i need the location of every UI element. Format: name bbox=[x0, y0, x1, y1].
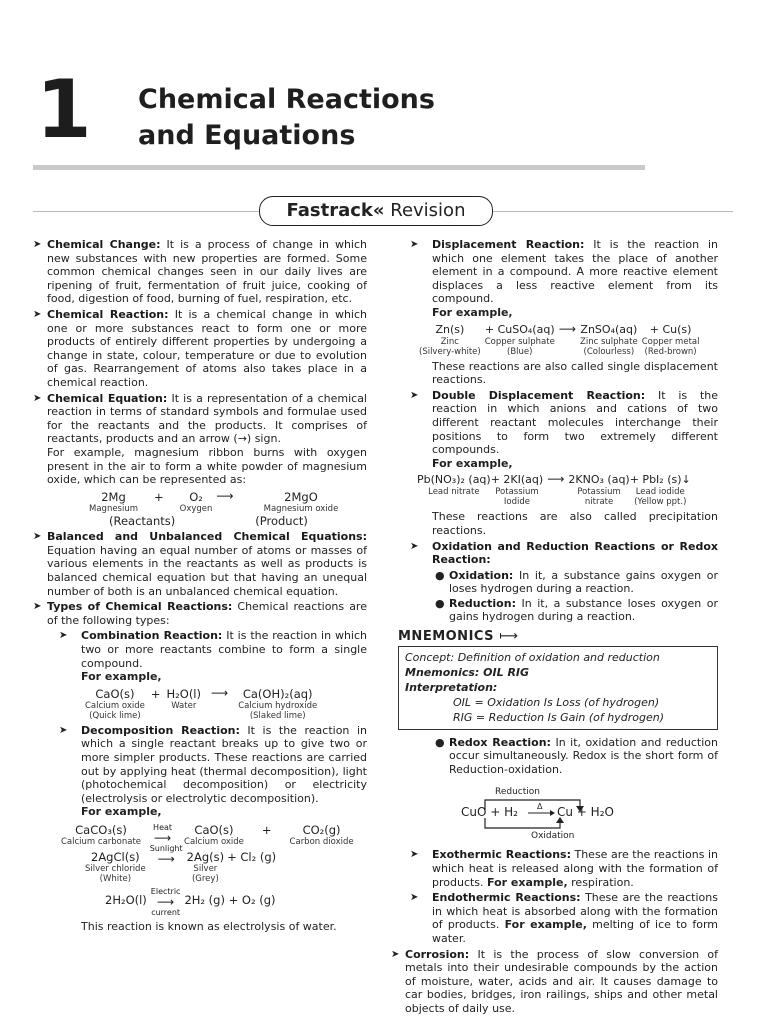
eq-label: Zinc (Silvery-white) bbox=[419, 336, 481, 357]
arrow-bullet-icon: ➤ bbox=[410, 540, 419, 552]
eq-label: Copper metal (Red-brown) bbox=[641, 336, 700, 357]
eq-label: Potassium Iodide bbox=[495, 487, 539, 508]
reduction-label: Reduction bbox=[495, 787, 540, 798]
eq-term: Pb(NO₃)₂ (aq) bbox=[417, 473, 491, 487]
redox-products: Cu + H₂O bbox=[557, 805, 614, 820]
left-column bbox=[33, 238, 367, 934]
eq-term: 2KNO₃ (aq) bbox=[568, 473, 630, 487]
eq-term: CaCO₃(s) bbox=[75, 822, 127, 837]
chapter-number: 1 bbox=[36, 63, 92, 156]
eq-label: Potassium nitrate bbox=[577, 487, 621, 508]
reaction-arrow-icon: Electric ⟶ current bbox=[150, 886, 181, 917]
item-text: It is the reaction in which two or more reactants combine to form a single compound. bbox=[81, 629, 368, 670]
reaction-arrow-icon: ⟶ bbox=[211, 685, 229, 700]
chemical-equation-item bbox=[33, 392, 367, 529]
chapter-title-line2: and Equations bbox=[138, 120, 356, 151]
item-text: It is the reaction in which anions and cations of two different reactant molecules interchange their positions to form two extremely different compounds. bbox=[432, 388, 719, 457]
eq-plus: + bbox=[154, 489, 164, 504]
eq-label: Magnesium bbox=[89, 503, 139, 514]
item-heading: Balanced and Unbalanced Chemical Equations: bbox=[47, 530, 367, 544]
item-text: It is a process of change in which new substances with new properties are formed. Some common chemical changes seen in our daily lives are ripening of fruit, fermentation of fruit juice, cooking of food, digestion of food, burning of fuel, respiration, etc. bbox=[47, 238, 368, 306]
eq-label: Silver chloride (White) bbox=[85, 863, 146, 884]
eq-term: 2Ag(s) bbox=[186, 849, 225, 864]
for-example: For example, bbox=[487, 875, 568, 889]
zn-equation bbox=[419, 323, 718, 357]
eq-term: ZnSO₄(aq) bbox=[580, 322, 638, 336]
eq-term: + Cl₂ (g) bbox=[227, 849, 277, 864]
item-heading: Chemical Equation: bbox=[47, 391, 168, 405]
item-text: These are the reactions in which heat is released along with the formation of products. bbox=[432, 848, 718, 889]
mg-eq-roles bbox=[109, 515, 367, 529]
eq-term: 2Mg bbox=[101, 489, 126, 504]
mnemonics-heading bbox=[398, 630, 718, 644]
mg-equation bbox=[89, 490, 367, 514]
item-text: It is the reaction in which one element takes the place of another element in a compound. A more reactive element displaces a less reactive element from its compound. bbox=[432, 238, 718, 306]
eq-label: Water bbox=[171, 700, 197, 711]
product-label: (Product) bbox=[255, 513, 308, 528]
item-heading: Double Displacement Reaction: bbox=[432, 388, 646, 402]
item-text: In it, oxidation and reduction occur simultaneously. Redox is the short form of Reduction-oxidation. bbox=[449, 735, 718, 776]
arrow-bullet-icon: ➤ bbox=[33, 531, 42, 543]
double-displacement-item bbox=[405, 389, 718, 471]
chemical-reaction-item bbox=[33, 308, 367, 390]
fastrack-revision-banner bbox=[259, 196, 493, 226]
for-example: For example, bbox=[81, 670, 162, 684]
mnemonic-name: Mnemonics: OIL RIG bbox=[405, 665, 530, 679]
item-heading: Oxidation and Reduction Reactions or Redox Reaction: bbox=[432, 539, 718, 567]
eq-label: Calcium hydroxide (Slaked lime) bbox=[238, 700, 318, 721]
item-heading: Reduction: bbox=[449, 596, 516, 610]
for-example: For example, bbox=[432, 456, 513, 470]
redox-reactants: CuO + H₂ bbox=[461, 805, 518, 820]
item-text: It is the reaction in which a single reactant breaks up to give two or more simpler products. These reactions are carried out by applying heat (thermal decomposition), light (photochemical decomposition) or electricity (electrolysis or electrolytic decomposition). bbox=[81, 723, 367, 805]
eq-term: O₂ bbox=[189, 489, 203, 504]
item-heading: Endothermic Reactions: bbox=[432, 891, 581, 905]
eq-label: Lead iodide (Yellow ppt.) bbox=[634, 487, 687, 508]
pb-equation bbox=[417, 473, 718, 507]
corrosion-item bbox=[391, 948, 718, 1016]
arrow-bullet-icon: ➤ bbox=[33, 601, 42, 613]
arrow-bullet-icon: ➤ bbox=[410, 389, 419, 401]
reaction-arrow-icon: Sunlight ⟶ bbox=[149, 843, 183, 866]
eq-plus: + bbox=[261, 822, 272, 837]
h2o-equation bbox=[105, 887, 367, 917]
arrow-bullet-icon: ➤ bbox=[59, 724, 68, 736]
mnemonics-box bbox=[398, 646, 718, 730]
reaction-arrow-icon: ⟶ bbox=[547, 472, 565, 487]
eq-term: 2MgO bbox=[284, 489, 318, 504]
arrow-condition: current bbox=[151, 907, 181, 917]
item-text: In it, a substance gains oxygen or loses hydrogen during a reaction. bbox=[449, 568, 718, 596]
eq-term: Ca(OH)₂(aq) bbox=[242, 686, 313, 701]
item-text: Equation having an equal number of atoms or masses of various elements in the reactants as well as products is balanced chemical equation but that having an unequal number of both is an unbalanced chemical equation. bbox=[47, 543, 367, 598]
for-example: For example, bbox=[81, 805, 162, 819]
reaction-arrow-icon: Heat ⟶ bbox=[153, 822, 173, 845]
item-heading: Corrosion: bbox=[405, 947, 470, 961]
arrow-condition: Electric bbox=[150, 886, 181, 896]
eq-label: Zinc sulphate (Colourless) bbox=[580, 336, 638, 357]
eq-term: + CuSO₄(aq) bbox=[484, 322, 555, 336]
arrow-bullet-icon: ➤ bbox=[33, 239, 42, 250]
arrow-bullet-icon: ➤ bbox=[59, 630, 68, 642]
eq-term: Zn(s) bbox=[435, 322, 465, 336]
eq-term: 2H₂O(l) bbox=[105, 892, 147, 907]
eq-term: CaO(s) bbox=[194, 822, 234, 837]
dot-bullet-icon: ● bbox=[435, 735, 445, 749]
mnemonic-interpretation: Interpretation: bbox=[405, 680, 498, 694]
mnemonics-title: MNEMONICS bbox=[398, 629, 495, 645]
item-text: It is a chemical change in which one or more substances react to form one or more products of entirely different properties by undergoing a change in state, colour, temperature or due to evolution of gas. Rearrangement of atoms also takes place in a chemical reaction. bbox=[47, 307, 367, 389]
eq-term: + Cu(s) bbox=[649, 322, 692, 336]
eq-term: 2AgCl(s) bbox=[91, 849, 140, 864]
example-text: respiration. bbox=[567, 875, 634, 889]
item-heading: Oxidation: bbox=[449, 568, 514, 582]
endothermic-item bbox=[405, 891, 718, 945]
balanced-item bbox=[33, 530, 367, 598]
eq-label: Silver (Grey) bbox=[191, 863, 219, 884]
for-example: For example, bbox=[432, 305, 513, 319]
redox-heading-item bbox=[405, 540, 718, 567]
item-heading: Exothermic Reactions: bbox=[432, 848, 571, 862]
arrow-condition: Heat bbox=[153, 822, 173, 832]
arrow-bullet-icon: ➤ bbox=[410, 239, 419, 250]
item-text: It is the process of slow conversion of metals into their undesirable compounds by the action of moisture, water, acids and air. It causes damage to car bodies, bridges, iron railings, ships and other metal objects of daily use. bbox=[405, 947, 718, 1015]
exothermic-item bbox=[405, 848, 718, 889]
eq-label: Copper sulphate (Blue) bbox=[484, 336, 555, 357]
eq-term: CaO(s) bbox=[95, 686, 135, 701]
combination-item bbox=[33, 629, 367, 720]
chapter-title-line1: Chemical Reactions bbox=[138, 84, 435, 115]
item-text: It is a representation of a chemical reaction in terms of standard symbols and formulae used for the reactants and the products. It comprises of reactants, products and an arrow (→) sign. bbox=[47, 391, 367, 446]
reaction-arrow-icon: ⟶ bbox=[558, 321, 577, 336]
agcl-equation bbox=[85, 843, 367, 884]
arrow-bullet-icon: ➤ bbox=[33, 308, 42, 320]
eq-label: Magnesium oxide bbox=[263, 503, 339, 514]
eq-label: Calcium oxide bbox=[184, 836, 244, 847]
mnemonics-arrow-icon: ⟼ bbox=[499, 629, 519, 645]
cao-equation bbox=[85, 687, 367, 721]
eq-term: 2H₂ (g) + O₂ (g) bbox=[184, 892, 276, 907]
example-text: melting of ice to form water. bbox=[432, 918, 718, 945]
precipitation-note: These reactions are also called precipitation reactions. bbox=[432, 510, 718, 537]
mnemonic-concept: Concept: Definition of oxidation and reduction bbox=[405, 650, 660, 664]
reactants-label: (Reactants) bbox=[109, 513, 176, 528]
dot-bullet-icon: ● bbox=[435, 596, 445, 610]
eq-term: H₂O(l) bbox=[166, 686, 201, 701]
banner-mark: « bbox=[372, 200, 385, 221]
eq-label: Carbon dioxide bbox=[289, 836, 354, 847]
arrow-bullet-icon: ➤ bbox=[410, 892, 419, 904]
mnemonic-rig: RIG = Reduction Is Gain (of hydrogen) bbox=[453, 710, 664, 724]
title-divider bbox=[33, 165, 645, 170]
arrow-bullet-icon: ➤ bbox=[410, 849, 419, 861]
item-heading: Chemical Change: bbox=[47, 238, 161, 251]
oxidation-item bbox=[405, 569, 718, 596]
types-item bbox=[33, 600, 367, 627]
arrow-bullet-icon: ➤ bbox=[391, 948, 400, 960]
right-column bbox=[391, 238, 719, 1018]
eq-label: Calcium carbonate bbox=[61, 836, 142, 847]
item-text: In it, a substance loses oxygen or gains hydrogen during a reaction. bbox=[449, 596, 718, 624]
electrolysis-note: This reaction is known as electrolysis of water. bbox=[81, 919, 337, 933]
decomposition-item bbox=[33, 724, 367, 819]
eq-term: + 2KI(aq) bbox=[490, 473, 544, 487]
displacement-item bbox=[405, 238, 718, 320]
reaction-arrow-icon: ⟶ bbox=[216, 488, 234, 503]
for-example: For example, bbox=[504, 918, 587, 932]
eq-label: Lead nitrate bbox=[428, 487, 480, 498]
eq-label: Calcium oxide (Quick lime) bbox=[85, 700, 145, 721]
eq-term: + PbI₂ (s)↓ bbox=[629, 473, 691, 487]
item-text: These are the reactions in which heat is absorbed along with the formation of products. bbox=[432, 891, 718, 932]
banner-bold: Fastrack bbox=[286, 200, 373, 221]
eq-term: CO₂(g) bbox=[302, 822, 341, 837]
arrow-bullet-icon: ➤ bbox=[33, 392, 42, 404]
item-heading: Redox Reaction: bbox=[449, 735, 551, 749]
item-heading: Combination Reaction: bbox=[81, 629, 223, 643]
redox-diagram bbox=[405, 780, 718, 840]
item-heading: Displacement Reaction: bbox=[432, 238, 585, 251]
oxidation-label: Oxidation bbox=[531, 831, 575, 842]
dot-bullet-icon: ● bbox=[435, 568, 445, 582]
mnemonic-oil: OIL = Oxidation Is Loss (of hydrogen) bbox=[453, 695, 660, 709]
eq-plus: + bbox=[150, 686, 161, 701]
item-heading: Types of Chemical Reactions: bbox=[47, 600, 233, 614]
chapter-title bbox=[138, 82, 435, 154]
banner-rest: Revision bbox=[384, 200, 466, 221]
heat-delta: Δ bbox=[537, 802, 543, 812]
item-text: Chemical reactions are of the following types: bbox=[47, 600, 367, 627]
chemical-change-item bbox=[33, 238, 367, 306]
caco3-equation bbox=[61, 823, 367, 847]
reduction-item bbox=[405, 597, 718, 624]
example-text: For example, magnesium ribbon burns with oxygen present in the air to form a white powder of magnesium oxide, which can be represented as: bbox=[47, 445, 367, 487]
redox-reaction-item bbox=[405, 736, 718, 777]
single-displacement-note: These reactions are also called single displacement reactions. bbox=[432, 359, 718, 387]
item-heading: Chemical Reaction: bbox=[47, 307, 169, 321]
item-heading: Decomposition Reaction: bbox=[81, 723, 240, 737]
eq-label: Oxygen bbox=[179, 503, 213, 514]
arrow-condition: Sunlight bbox=[149, 843, 183, 853]
